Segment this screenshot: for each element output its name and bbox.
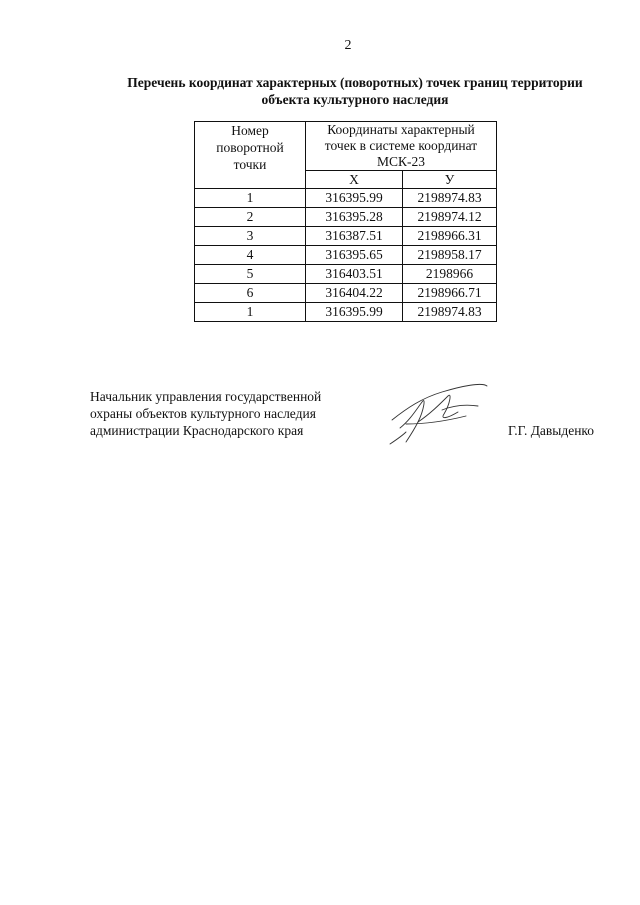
cell-point: 1 [195,303,306,322]
header-x: Х [306,171,403,189]
position-line-2: охраны объектов культурного наследия [90,406,316,421]
cell-y: 2198974.12 [403,208,497,227]
cell-y: 2198974.83 [403,303,497,322]
page-number: 2 [344,38,352,53]
cell-point: 6 [195,284,306,303]
cell-y: 2198966.71 [403,284,497,303]
position-line-3: администрации Краснодарского края [90,423,304,438]
cell-point: 2 [195,208,306,227]
cell-y: 2198966 [403,265,497,284]
cell-x: 316395.99 [306,189,403,208]
table-row [195,284,497,303]
header-coords-line: МСК-23 [376,154,425,169]
cell-x: 316404.22 [306,284,403,303]
cell-y: 2198966.31 [403,227,497,246]
cell-point: 1 [195,189,306,208]
table-row [195,208,497,227]
table-row [195,227,497,246]
header-y: У [403,171,497,189]
handwritten-signature [382,380,492,450]
coordinates-table [194,121,497,322]
title-line-2: объекта культурного наследия [261,92,449,107]
header-coordinates [306,122,497,171]
table-row [195,189,497,208]
signer-name: Г.Г. Давыденко [508,423,595,438]
cell-point: 3 [195,227,306,246]
cell-x: 316395.99 [306,303,403,322]
cell-y: 2198974.83 [403,189,497,208]
cell-x: 316395.65 [306,246,403,265]
table-row [195,303,497,322]
header-point-line: точки [233,157,267,172]
cell-point: 5 [195,265,306,284]
header-point-line: Номер [231,123,269,138]
header-point-number [195,122,306,189]
cell-point: 4 [195,246,306,265]
cell-x: 316387.51 [306,227,403,246]
cell-y: 2198958.17 [403,246,497,265]
signature-block [90,388,321,439]
table-row [195,265,497,284]
cell-x: 316403.51 [306,265,403,284]
header-coords-line: Координаты характерный [327,122,475,137]
position-line-1: Начальник управления государственной [90,389,322,404]
table-row [195,246,497,265]
header-coords-line: точек в системе координат [324,138,478,153]
cell-x: 316395.28 [306,208,403,227]
title-line-1: Перечень координат характерных (поворотных) точек границ территории [127,75,583,90]
header-point-line: поворотной [216,140,284,155]
document-title [90,74,620,108]
